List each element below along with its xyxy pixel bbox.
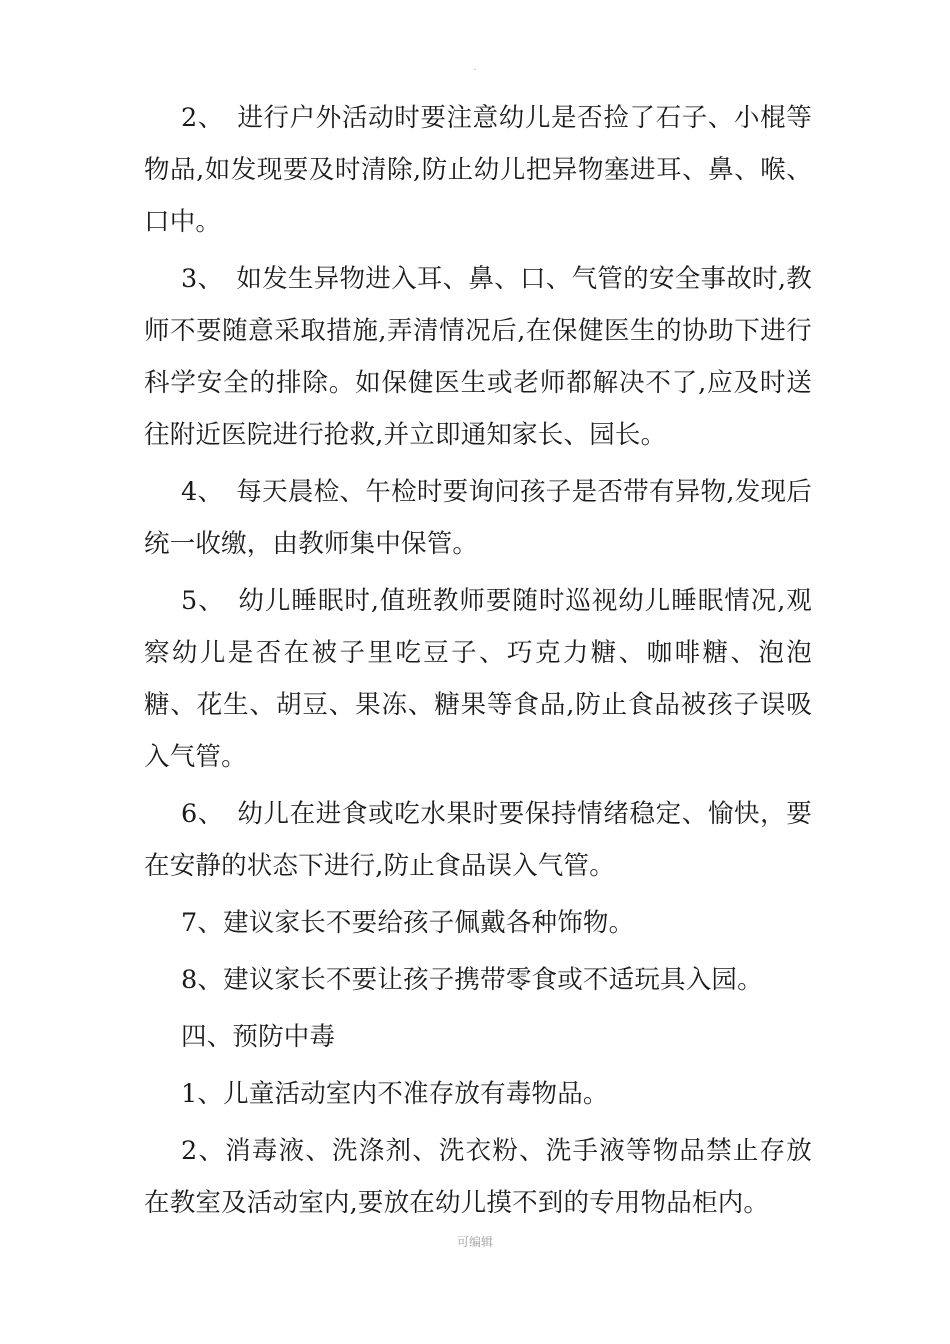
paragraph-poison-1: 1、儿童活动室内不准存放有毒物品。	[181, 1079, 609, 1109]
paragraph-item-8: 8、建议家长不要让孩子携带零食或不适玩具入园。	[181, 965, 763, 995]
paragraph-item-6: 6、 幼儿在进食或吃水果时要保持情绪稳定、愉快，要在安静的状态下进行,防止食品误入气管。	[144, 799, 812, 881]
paragraph-item-2: 2、 进行户外活动时要注意幼儿是否捡了石子、小棍等物品,如发现要及时清除,防止幼儿把异物塞进耳、鼻、喉、口中。	[144, 103, 812, 237]
paragraph-item-5: 5、 幼儿睡眠时,值班教师要随时巡视幼儿睡眠情况,观察幼儿是否在被子里吃豆子、巧克力糖、咖啡糖、泡泡糖、花生、胡豆、果冻、糖果等食品,防止食品被孩子误吸入气管。	[144, 586, 812, 772]
paragraph-poison-2: 2、消毒液、洗涤剂、洗衣粉、洗手液等物品禁止存放在教室及活动室内,要放在幼儿摸不到的专用物品柜内。	[144, 1136, 812, 1218]
document-body	[144, 92, 812, 1234]
footer-editable-mark: 可编辑	[456, 1235, 493, 1249]
header-mark: .	[473, 63, 477, 73]
section-heading-poison-prevention: 四、预防中毒	[181, 1022, 336, 1052]
paragraph-item-7: 7、建议家长不要给孩子佩戴各种饰物。	[181, 908, 635, 938]
paragraph-item-3: 3、 如发生异物进入耳、鼻、口、气管的安全事故时,教师不要随意采取措施,弄清情况后,在保健医生的协助下进行科学安全的排除。如保健医生或老师都解决不了,应及时送往附近医院进行抢救,并立即通知家长、园长。	[144, 264, 812, 450]
paragraph-item-4: 4、 每天晨检、午检时要询问孩子是否带有异物,发现后统一收缴，由教师集中保管。	[144, 477, 812, 559]
